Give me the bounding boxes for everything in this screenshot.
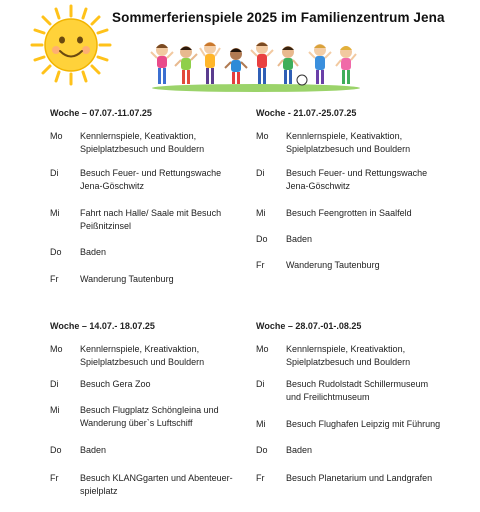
day-label: Mo	[256, 131, 269, 141]
sun-icon	[28, 2, 114, 88]
schedule-row	[256, 343, 471, 378]
day-label: Mi	[50, 405, 60, 415]
activity-text: Fahrt nach Halle/ Saale mit Besuch Peißnitzinsel	[80, 208, 222, 231]
day-label: Do	[256, 445, 268, 455]
schedule-row	[256, 259, 471, 273]
schedule-row	[50, 378, 250, 404]
activity-text: Wanderung Tautenburg	[286, 260, 380, 270]
children-illustration	[150, 36, 362, 92]
activity-text: Wanderung Tautenburg	[80, 274, 174, 284]
activity-text: Besuch Flughafen Leipzig mit Führung	[286, 419, 441, 429]
day-label: Di	[256, 379, 265, 389]
page-title: Sommerferienspiele 2025 im Familienzentrum Jena	[112, 10, 445, 25]
schedule-row	[256, 207, 471, 233]
activity-text: Baden	[80, 247, 107, 257]
day-label: Mo	[50, 344, 63, 354]
schedule-row	[50, 444, 250, 472]
activity-text: Kennlernspiele, Kreativaktion, Spielplatzbesuch und Bouldern	[286, 344, 411, 367]
day-label: Mo	[50, 131, 63, 141]
schedule-row	[50, 472, 250, 498]
week-heading: Woche – 07.07.-11.07.25	[50, 108, 152, 118]
schedule-row	[50, 404, 250, 444]
week-block	[50, 107, 250, 287]
day-label: Fr	[50, 473, 59, 483]
week-block	[256, 320, 471, 486]
schedule-row	[256, 233, 471, 259]
schedule-row	[256, 130, 471, 167]
schedule-row	[50, 273, 250, 287]
activity-text: Besuch Flugplatz Schöngleina und Wanderung über`s Luftschiff	[80, 405, 219, 428]
day-label: Do	[256, 234, 268, 244]
day-label: Fr	[256, 473, 265, 483]
activity-text: Besuch Gera Zoo	[80, 379, 151, 389]
schedule-row	[256, 444, 471, 472]
activity-text: Besuch Rudolstadt Schillermuseum und Freilichtmuseum	[286, 379, 429, 402]
activity-text: Besuch Feuer- und Rettungswache Jena-Göschwitz	[80, 168, 222, 191]
activity-text: Kennlernspiele, Keativaktion, Spielplatzbesuch und Bouldern	[80, 131, 205, 154]
day-label: Di	[256, 168, 265, 178]
activity-text: Besuch Feengrotten in Saalfeld	[286, 208, 412, 218]
week-heading: Woche – 14.07.- 18.07.25	[50, 321, 155, 331]
schedule-row	[50, 343, 250, 378]
schedule-row	[256, 472, 471, 486]
week-block	[50, 320, 250, 498]
day-label: Mi	[256, 208, 266, 218]
day-label: Do	[50, 247, 62, 257]
week-block	[256, 107, 471, 273]
schedule-row	[256, 418, 471, 444]
day-label: Fr	[50, 274, 59, 284]
schedule-row	[50, 130, 250, 167]
week-heading: Woche - 21.07.-25.07.25	[256, 108, 357, 118]
schedule-row	[256, 378, 471, 418]
day-label: Mo	[256, 344, 269, 354]
activity-text: Kennlernspiele, Kreativaktion, Spielplatzbesuch und Bouldern	[80, 344, 205, 367]
activity-text: Baden	[80, 445, 107, 455]
schedule-row	[256, 167, 471, 207]
day-label: Fr	[256, 260, 265, 270]
activity-text: Baden	[286, 234, 313, 244]
day-label: Mi	[50, 208, 60, 218]
schedule-row	[50, 207, 250, 246]
day-label: Do	[50, 445, 62, 455]
activity-text: Besuch Feuer- und Rettungswache Jena-Göschwitz	[286, 168, 428, 191]
activity-text: Kennlernspiele, Keativaktion, Spielplatzbesuch und Bouldern	[286, 131, 411, 154]
activity-text: Besuch KLANGgarten und Abenteuer- spielplatz	[80, 473, 233, 496]
day-label: Di	[50, 168, 59, 178]
day-label: Mi	[256, 419, 266, 429]
activity-text: Besuch Planetarium und Landgrafen	[286, 473, 433, 483]
day-label: Di	[50, 379, 59, 389]
schedule-row	[50, 246, 250, 273]
week-heading: Woche – 28.07.-01-.08.25	[256, 321, 362, 331]
schedule-row	[50, 167, 250, 207]
activity-text: Baden	[286, 445, 313, 455]
